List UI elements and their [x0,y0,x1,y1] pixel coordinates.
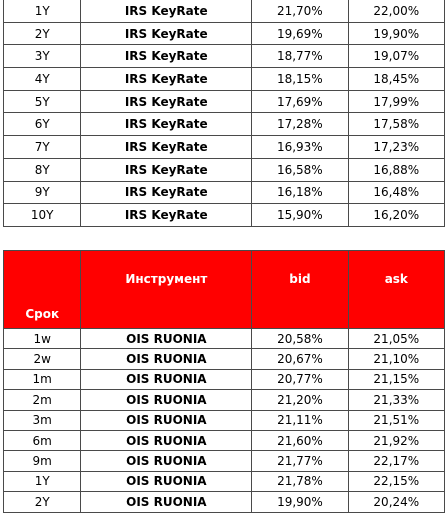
instrument-cell: IRS KeyRate [81,113,252,136]
instrument-cell: IRS KeyRate [81,68,252,91]
bid-cell: 16,93% [252,136,348,159]
instrument-cell: OIS RUONIA [81,369,252,389]
ask-cell: 17,58% [348,113,444,136]
table-row [4,471,445,491]
ask-cell: 22,00% [348,0,444,22]
table-row [4,68,445,91]
table-row [4,369,445,389]
instrument-cell: IRS KeyRate [81,45,252,68]
ask-cell: 16,48% [348,181,444,204]
ask-cell: 16,88% [348,158,444,181]
bid-cell: 17,69% [252,90,348,113]
table-row [4,329,445,349]
instrument-cell: OIS RUONIA [81,451,252,471]
term-cell: 6Y [4,113,81,136]
table-row [4,451,445,471]
instrument-cell: IRS KeyRate [81,0,252,22]
bid-cell: 21,11% [252,410,348,430]
ask-cell: 21,15% [348,369,444,389]
table-row [4,410,445,430]
table-row [4,204,445,227]
bid-cell: 21,70% [252,0,348,22]
instrument-cell: IRS KeyRate [81,22,252,45]
instrument-cell: IRS KeyRate [81,136,252,159]
term-cell: 10Y [4,204,81,227]
table-row [4,349,445,369]
ask-cell: 21,10% [348,349,444,369]
table-row [4,0,445,22]
header-ask: ask [348,251,444,329]
term-cell: 1w [4,329,81,349]
ois-ruonia-table [3,250,445,513]
ask-cell: 18,45% [348,68,444,91]
ask-cell: 16,20% [348,204,444,227]
instrument-cell: IRS KeyRate [81,158,252,181]
table-row [4,45,445,68]
term-cell: 2Y [4,22,81,45]
table-row [4,492,445,512]
ask-cell: 21,51% [348,410,444,430]
bid-cell: 19,69% [252,22,348,45]
ask-cell: 21,05% [348,329,444,349]
term-cell: 8Y [4,158,81,181]
bid-cell: 20,77% [252,369,348,389]
bid-cell: 17,28% [252,113,348,136]
instrument-cell: OIS RUONIA [81,430,252,450]
ask-cell: 22,15% [348,471,444,491]
bid-cell: 15,90% [252,204,348,227]
ask-cell: 20,24% [348,492,444,512]
instrument-cell: OIS RUONIA [81,349,252,369]
instrument-cell: OIS RUONIA [81,329,252,349]
term-cell: 1m [4,369,81,389]
instrument-cell: OIS RUONIA [81,471,252,491]
header-instrument: Инструмент [81,251,252,329]
ask-cell: 19,90% [348,22,444,45]
table-row [4,158,445,181]
table-row [4,136,445,159]
instrument-cell: OIS RUONIA [81,410,252,430]
table-row [4,113,445,136]
bid-cell: 21,77% [252,451,348,471]
table-header-row [4,251,445,329]
table-row [4,430,445,450]
ask-cell: 21,92% [348,430,444,450]
term-cell: 1Y [4,471,81,491]
irs-keyrate-table [3,0,445,227]
bid-cell: 19,90% [252,492,348,512]
term-cell: 3m [4,410,81,430]
ask-cell: 19,07% [348,45,444,68]
term-cell: 2m [4,390,81,410]
bid-cell: 20,67% [252,349,348,369]
term-cell: 6m [4,430,81,450]
instrument-cell: IRS KeyRate [81,181,252,204]
term-cell: 7Y [4,136,81,159]
ask-cell: 21,33% [348,390,444,410]
term-cell: 3Y [4,45,81,68]
term-cell: 1Y [4,0,81,22]
bid-cell: 18,15% [252,68,348,91]
table-row [4,22,445,45]
bid-cell: 21,78% [252,471,348,491]
term-cell: 9m [4,451,81,471]
header-term: Срок [4,251,81,329]
bid-cell: 21,60% [252,430,348,450]
bid-cell: 16,58% [252,158,348,181]
instrument-cell: IRS KeyRate [81,90,252,113]
instrument-cell: OIS RUONIA [81,390,252,410]
term-cell: 4Y [4,68,81,91]
header-bid: bid [252,251,348,329]
term-cell: 2Y [4,492,81,512]
instrument-cell: IRS KeyRate [81,204,252,227]
instrument-cell: OIS RUONIA [81,492,252,512]
bid-cell: 21,20% [252,390,348,410]
table-row [4,181,445,204]
term-cell: 9Y [4,181,81,204]
term-cell: 5Y [4,90,81,113]
ask-cell: 22,17% [348,451,444,471]
table-row [4,90,445,113]
ask-cell: 17,99% [348,90,444,113]
table-row [4,390,445,410]
bid-cell: 18,77% [252,45,348,68]
bid-cell: 16,18% [252,181,348,204]
term-cell: 2w [4,349,81,369]
ask-cell: 17,23% [348,136,444,159]
bid-cell: 20,58% [252,329,348,349]
